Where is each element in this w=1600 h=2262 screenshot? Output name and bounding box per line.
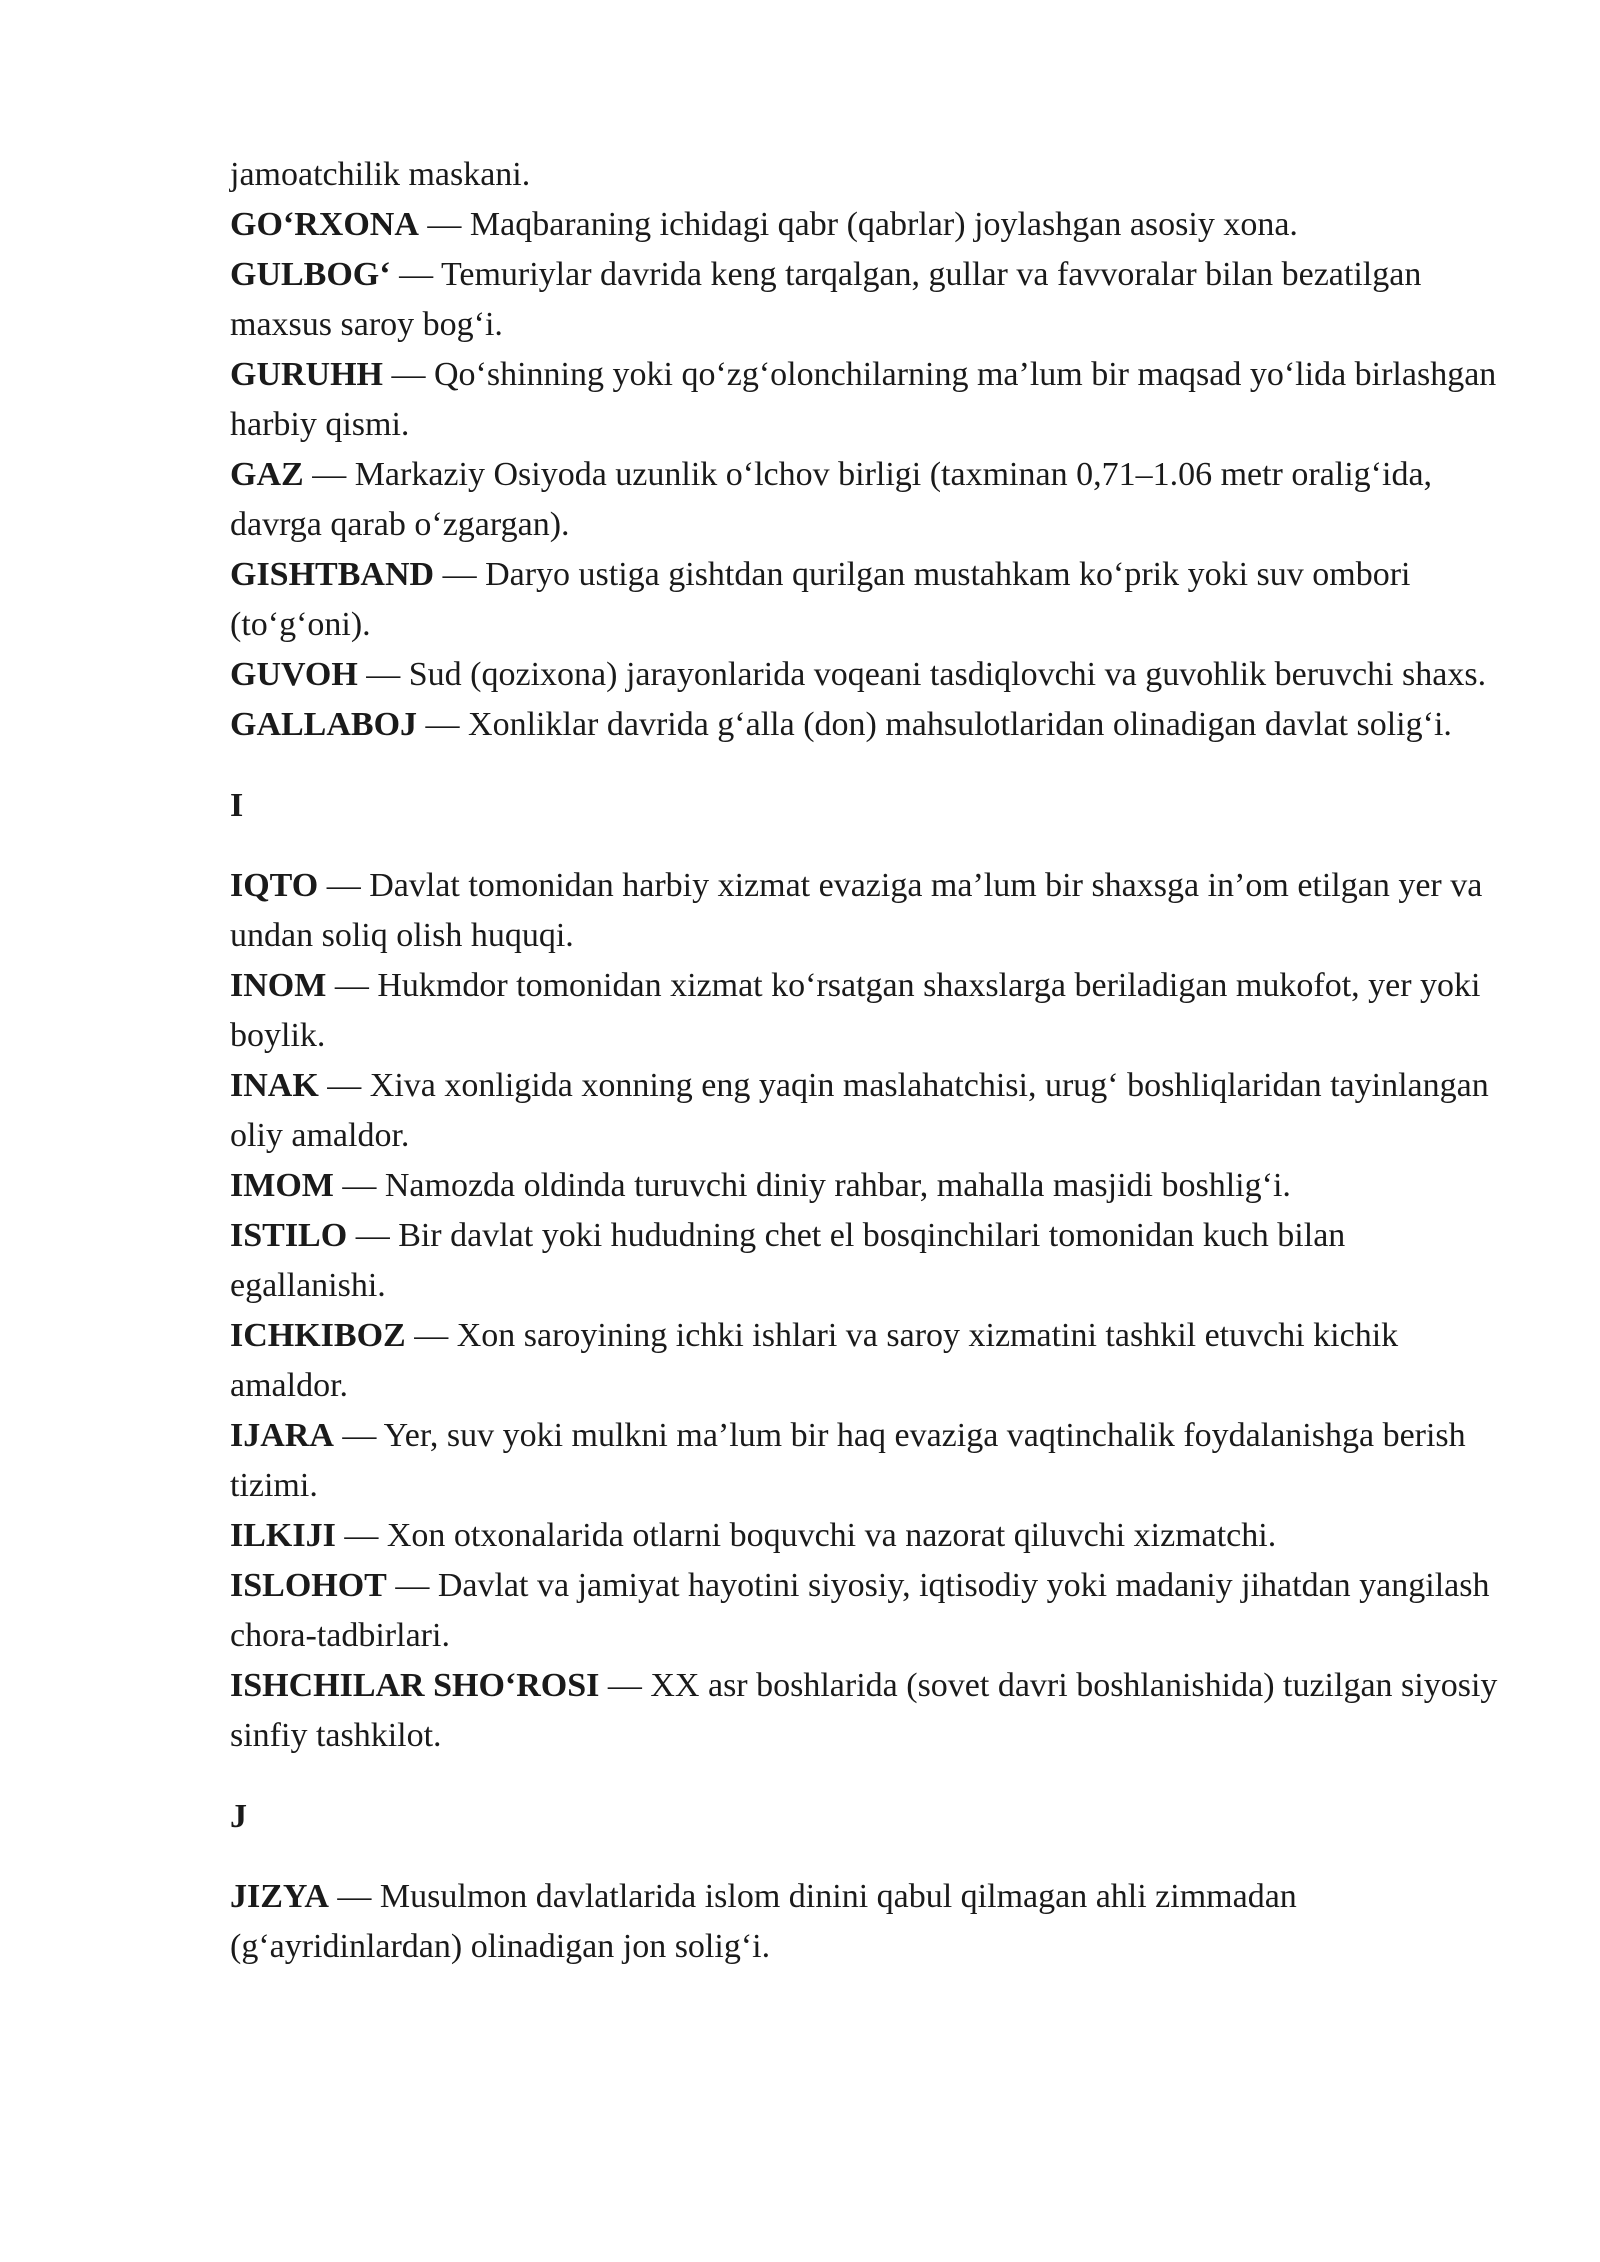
- entry-definition: Maqbaraning ichidagi qabr (qabrlar) joylashgan asosiy xona.: [469, 206, 1298, 243]
- section-letter-heading: I: [230, 787, 244, 824]
- section-i: [230, 781, 1500, 1761]
- glossary-entry: [230, 1061, 1500, 1161]
- document-page: [230, 150, 1500, 1972]
- entry-term: IMOM: [230, 1167, 334, 1204]
- entry-dash: —: [318, 1067, 370, 1104]
- entry-term: ISTILO: [230, 1217, 348, 1254]
- glossary-entry: [230, 1211, 1500, 1311]
- glossary-entry: [230, 250, 1500, 350]
- entry-term: GISHTBAND: [230, 556, 435, 593]
- entry-definition: Davlat tomonidan harbiy xizmat evaziga ma’lum bir shaxsga in’om etilgan yer va undan soliq olish huquqi.: [230, 867, 1483, 954]
- entry-term: INAK: [230, 1067, 319, 1104]
- glossary-entry: [230, 1411, 1500, 1511]
- entry-definition: Temuriylar davrida keng tarqalgan, gullar va favvoralar bilan bezatilgan maxsus saroy bog‘i.: [230, 256, 1422, 343]
- entry-definition: Xon saroyining ichki ishlari va saroy xizmatini tashkil etuvchi kichik amaldor.: [230, 1317, 1399, 1404]
- section-letter-heading: J: [230, 1798, 247, 1835]
- entry-definition: Musulmon davlatlarida islom dinini qabul qilmagan ahli zimmadan (g‘ayridinlardan) olinadigan jon solig‘i.: [230, 1878, 1297, 1965]
- entry-term: ISHCHILAR SHO‘ROSI: [230, 1667, 600, 1704]
- glossary-entry: [230, 861, 1500, 961]
- entry-term: IJARA: [230, 1417, 334, 1454]
- entry-term: GUVOH: [230, 656, 358, 693]
- entry-term: ICHKIBOZ: [230, 1317, 406, 1354]
- entry-term: GO‘RXONA: [230, 206, 419, 243]
- glossary-entry: [230, 200, 1500, 250]
- glossary-entry: [230, 961, 1500, 1061]
- entry-dash: —: [335, 1517, 387, 1554]
- entry-definition: Markaziy Osiyoda uzunlik o‘lchov birligi (taxminan 0,71–1.06 metr oralig‘ida, davrga qarab o‘zgargan).: [230, 456, 1433, 543]
- entry-dash: —: [386, 1567, 438, 1604]
- glossary-entry: [230, 700, 1500, 750]
- entry-term: ISLOHOT: [230, 1567, 387, 1604]
- entry-definition: Davlat va jamiyat hayotini siyosiy, iqtisodiy yoki madaniy jihatdan yangilash chora-tadbirlari.: [230, 1567, 1490, 1654]
- glossary-entry: [230, 650, 1500, 700]
- entry-definition: Qo‘shinning yoki qo‘zg‘olonchilarning ma’lum bir maqsad yo‘lida birlashgan harbiy qismi.: [230, 356, 1497, 443]
- entry-dash: —: [347, 1217, 399, 1254]
- entry-dash: —: [333, 1417, 384, 1454]
- section-j: [230, 1792, 1500, 1972]
- entry-definition: XX asr boshlarida (sovet davri boshlanishida) tuzilgan siyosiy sinfiy tashkilot.: [230, 1667, 1498, 1754]
- glossary-entry: [230, 1872, 1500, 1972]
- entry-definition: Yer, suv yoki mulkni ma’lum bir haq evaziga vaqtinchalik foydalanishga berish tizimi.: [230, 1417, 1466, 1504]
- glossary-entry: [230, 1511, 1500, 1561]
- entry-definition: Xiva xonligida xonning eng yaqin maslahatchisi, urug‘ boshliqlaridan tayinlangan oliy amaldor.: [230, 1067, 1489, 1154]
- entry-dash: —: [328, 1878, 380, 1915]
- entry-term: JIZYA: [230, 1878, 329, 1915]
- entry-term: GAZ: [230, 456, 304, 493]
- entry-term: INOM: [230, 967, 327, 1004]
- entry-dash: —: [434, 556, 486, 593]
- entry-dash: —: [390, 256, 441, 293]
- entry-definition: Hukmdor tomonidan xizmat ko‘rsatgan shaxslarga beriladigan mukofot, yer yoki boylik.: [230, 967, 1481, 1054]
- entry-dash: —: [417, 706, 469, 743]
- glossary-entry: [230, 1311, 1500, 1411]
- entry-dash: —: [599, 1667, 651, 1704]
- glossary-entry: [230, 550, 1500, 650]
- entry-term: ILKIJI: [230, 1517, 336, 1554]
- entry-definition: Namozda oldinda turuvchi diniy rahbar, mahalla masjidi boshlig‘i.: [384, 1167, 1291, 1204]
- glossary-entry: [230, 1161, 1500, 1211]
- section-g: [230, 200, 1500, 750]
- entry-dash: —: [318, 867, 370, 904]
- entry-term: GALLABOJ: [230, 706, 418, 743]
- continued-definition-text: jamoatchilik maskani.: [230, 156, 531, 193]
- entry-dash: —: [326, 967, 378, 1004]
- entry-dash: —: [333, 1167, 385, 1204]
- entry-term: GULBOG‘: [230, 256, 391, 293]
- glossary-entry: [230, 1661, 1500, 1761]
- glossary-entry: [230, 450, 1500, 550]
- entry-dash: —: [405, 1317, 457, 1354]
- entry-dash: —: [418, 206, 470, 243]
- entry-definition: Bir davlat yoki hududning chet el bosqinchilari tomonidan kuch bilan egallanishi.: [230, 1217, 1346, 1304]
- entry-definition: Xonliklar davrida g‘alla (don) mahsulotlaridan olinadigan davlat solig‘i.: [468, 706, 1452, 743]
- glossary-entry: [230, 1561, 1500, 1661]
- glossary-entry: [230, 350, 1500, 450]
- entry-definition: Daryo ustiga gishtdan qurilgan mustahkam ko‘prik yoki suv ombori (to‘g‘oni).: [230, 556, 1411, 643]
- entry-dash: —: [357, 656, 409, 693]
- entry-dash: —: [383, 356, 434, 393]
- entry-definition: Xon otxonalarida otlarni boquvchi va nazorat qiluvchi xizmatchi.: [386, 1517, 1277, 1554]
- entry-term: IQTO: [230, 867, 319, 904]
- entry-definition: Sud (qozixona) jarayonlarida voqeani tasdiqlovchi va guvohlik beruvchi shaxs.: [408, 656, 1487, 693]
- entry-term: GURUHH: [230, 356, 383, 393]
- entry-dash: —: [303, 456, 355, 493]
